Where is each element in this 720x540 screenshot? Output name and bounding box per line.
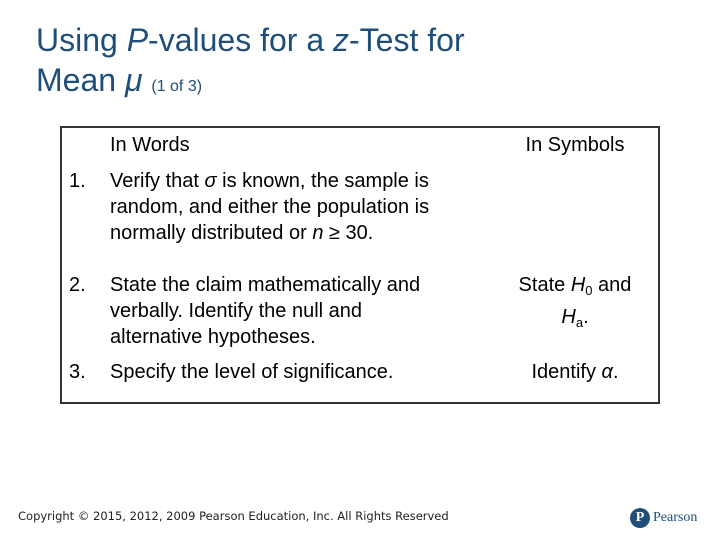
title-line-2: Mean μ (1 of 3) — [36, 62, 203, 98]
slide-title — [36, 20, 676, 107]
row-2-number: 2. — [69, 274, 86, 296]
title-line-1: Using P-values for a z-Test for — [36, 22, 465, 58]
slide-page-indicator: (1 of 3) — [151, 78, 203, 95]
row-1-number: 1. — [69, 170, 86, 192]
header-in-words: In Words — [110, 134, 190, 156]
pearson-logo — [630, 506, 697, 530]
pearson-logo-mark: P — [630, 508, 650, 528]
row-3-number: 3. — [69, 361, 86, 383]
copyright-footer: Copyright © 2015, 2012, 2009 Pearson Education, Inc. All Rights Reserved — [18, 509, 449, 523]
row-2-words: State the claim mathematically and verbally. Identify the null and alternative hypotheses. — [110, 274, 421, 348]
row-1-words: Verify that σ is known, the sample is random, and either the population is normally distributed or n ≥ 30. — [110, 170, 430, 244]
row-3-symbols: Identify α. — [531, 361, 619, 383]
header-in-symbols: In Symbols — [525, 134, 625, 156]
row-2-symbols: State $H_0$ and $H_a$. — [518, 274, 632, 330]
row-3-words: Specify the level of significance. — [110, 361, 394, 383]
steps-table — [60, 126, 660, 404]
pearson-logo-text: Pearson — [653, 510, 698, 525]
